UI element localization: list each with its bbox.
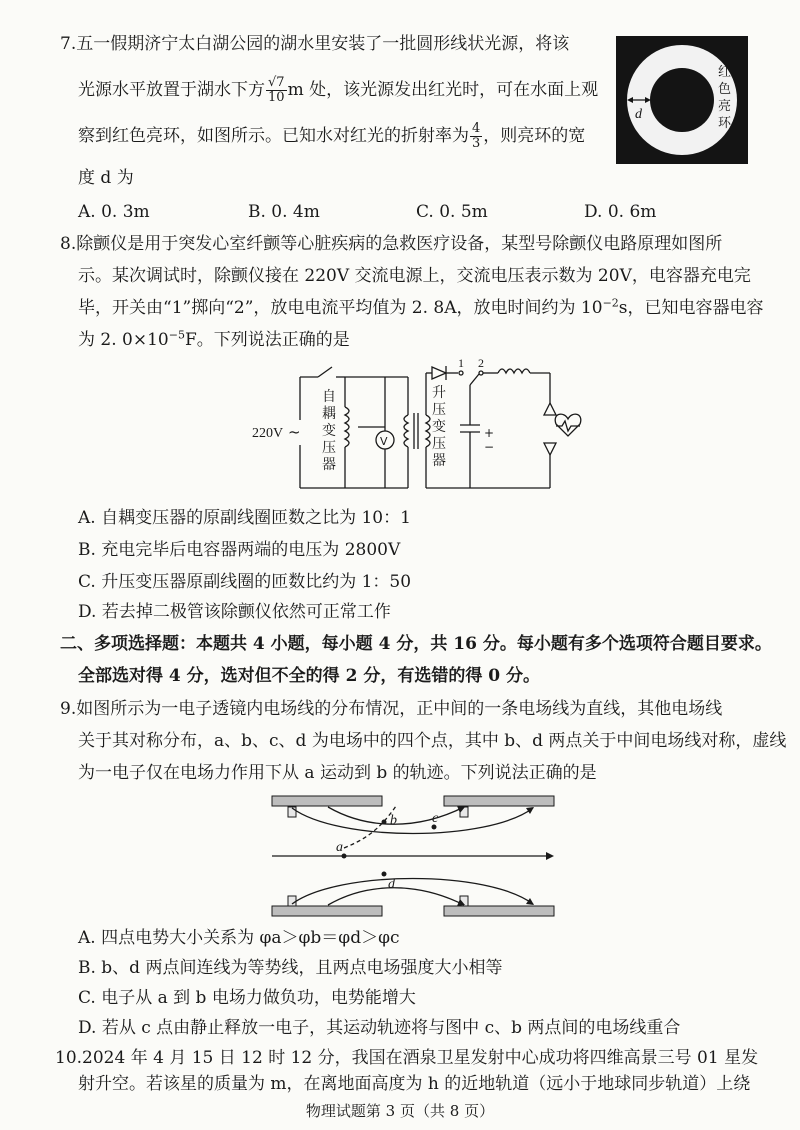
- defibrillator-circuit: [250, 355, 590, 495]
- light-ring-figure: [616, 36, 748, 164]
- diode: [432, 367, 446, 379]
- q7-option-a[interactable]: A. 0. 3m: [78, 202, 150, 222]
- ac-symbol: ~: [288, 423, 301, 441]
- plate-top-right: [444, 796, 554, 806]
- cap-plus: +: [484, 426, 495, 440]
- label-c: c: [432, 811, 439, 826]
- plate-top-left: [272, 796, 382, 806]
- q7-line2: 光源水平放置于湖水下方 $\frac{√7}{10}$ m 处，该光源发出红光时，可在水面上观: [78, 75, 599, 105]
- q8-number: 8.: [60, 234, 77, 254]
- svg-text:压: 压: [432, 402, 446, 418]
- q10-line2: 射升空。若该星的质量为 m，在离地面高度为 h 的近地轨道（远小于地球同步轨道）上绕: [78, 1074, 751, 1094]
- q10-number: 10.: [55, 1048, 83, 1068]
- q7-line4: 度 d 为: [78, 168, 134, 188]
- q9-option-c[interactable]: C. 电子从 a 到 b 电场力做负功，电势能增大: [78, 988, 416, 1008]
- field-line-top-inner: [292, 808, 533, 834]
- q8-line1: 8.除颤仪是用于突发心室纤颤等心脏疾病的急救医疗设备，某型号除颤仪电路原理如图所: [60, 234, 723, 254]
- q9-option-b[interactable]: B. b、d 两点间连线为等势线，且两点电场强度大小相等: [78, 958, 503, 978]
- point-b: [382, 820, 387, 825]
- auto-transformer-coil: [345, 407, 349, 447]
- electrode-bottom: [544, 443, 556, 455]
- voltmeter-label: V: [380, 435, 388, 448]
- q9-line1: 9.如图所示为一电子透镜内电场线的分布情况，正中间的一条电场线为直线，其他电场线: [60, 699, 723, 719]
- q7-line1: 7.五一假期济宁太白湖公园的湖水里安装了一批圆形线状光源，将该: [60, 34, 570, 54]
- svg-text:耦: 耦: [322, 406, 336, 422]
- q7-number: 7.: [60, 34, 77, 54]
- index-fraction: $\frac{4}{3}$: [472, 121, 481, 151]
- label-a: a: [336, 840, 343, 855]
- section-2-heading: 二、多项选择题：本题共 4 小题，每小题 4 分，共 16 分。每小题有多个选项符合题目要求。: [60, 634, 772, 654]
- q7-option-b[interactable]: B. 0. 4m: [248, 202, 320, 222]
- q7-option-c[interactable]: C. 0. 5m: [416, 202, 488, 222]
- label-d: d: [388, 877, 395, 892]
- source-voltage-label: 220V: [252, 426, 284, 441]
- field-line-bottom-inner: [292, 879, 533, 905]
- q9-option-a[interactable]: A. 四点电势大小关系为 φa＞φb＝φd＞φc: [78, 928, 400, 948]
- plate-bottom-right: [444, 906, 554, 916]
- q8-line3: 毕，开关由“1”掷向“2”，放电电流平均值为 2. 8A，放电时间约为 $10^{-2}s$，已知电容器电容: [78, 296, 764, 318]
- point-d: [382, 872, 387, 877]
- q9-number: 9.: [60, 699, 77, 719]
- ring-label-4: 环: [718, 116, 732, 131]
- electron-lens-figure: [268, 792, 558, 920]
- q8-option-b[interactable]: B. 充电完毕后电容器两端的电压为 2800V: [78, 540, 401, 560]
- svg-text:压: 压: [432, 436, 446, 452]
- electrode-top: [544, 403, 556, 415]
- q7-option-d[interactable]: D. 0. 6m: [584, 202, 657, 222]
- svg-text:器: 器: [322, 457, 336, 473]
- q8-option-d[interactable]: D. 若去掉二极管该除颤仪依然可正常工作: [78, 602, 391, 622]
- section-2-instructions: 全部选对得 4 分，选对但不全的得 2 分，有选错的得 0 分。: [78, 666, 540, 686]
- ring-label-3: 亮: [718, 99, 732, 114]
- q9-option-d[interactable]: D. 若从 c 点由静止释放一电子，其运动轨迹将与图中 c、b 两点间的电场线重合: [78, 1018, 681, 1038]
- svg-text:变: 变: [322, 423, 336, 439]
- q10-line1: 10.2024 年 4 月 15 日 12 时 12 分，我国在酒泉卫星发射中心成功将四维高景三号 01 星发: [55, 1048, 759, 1068]
- svg-text:升: 升: [432, 385, 446, 401]
- discharge-switch: [470, 374, 479, 385]
- boost-secondary-coil: [426, 415, 430, 447]
- q9-line3: 为一电子仅在电场力作用下从 a 运动到 b 的轨迹。下列说法正确的是: [78, 763, 597, 783]
- svg-text:变: 变: [432, 419, 446, 435]
- depth-fraction: $\frac{√7}{10}$: [268, 75, 285, 105]
- svg-text:器: 器: [432, 453, 446, 469]
- ring-label-1: 红: [718, 65, 732, 80]
- inductor: [498, 369, 530, 373]
- svg-text:自: 自: [322, 389, 336, 405]
- q8-option-a[interactable]: A. 自耦变压器的原副线圈匝数之比为 10：1: [78, 508, 411, 528]
- plate-bottom-left: [272, 906, 382, 916]
- auto-transformer-label: [322, 389, 336, 473]
- ring-width-label: d: [635, 107, 642, 122]
- field-line-bottom-outer: [328, 888, 464, 905]
- dark-center: [650, 68, 714, 132]
- cap-minus: −: [484, 440, 495, 454]
- page-footer: 物理试题第 3 页（共 8 页）: [305, 1102, 495, 1120]
- svg-text:压: 压: [322, 440, 336, 456]
- boost-primary-coil: [404, 415, 408, 447]
- electron-trajectory: [344, 806, 396, 848]
- q7-line3: 察到红色亮环，如图所示。已知水对红光的折射率为 $\frac{4}{3}$ ，则亮环的宽: [78, 121, 586, 151]
- heart-icon: [555, 414, 581, 436]
- q8-option-c[interactable]: C. 升压变压器原副线圈的匝数比约为 1：50: [78, 572, 412, 592]
- ring-label-2: 色: [718, 82, 732, 97]
- input-switch: [318, 367, 332, 377]
- q8-line2: 示。某次调试时，除颤仪接在 220V 交流电源上，交流电压表示数为 20V，电容器充电完: [78, 266, 751, 286]
- switch-pos-2: 2: [478, 356, 484, 370]
- q9-line2: 关于其对称分布，a、b、c、d 为电场中的四个点，其中 b、d 两点关于中间电场线对称，虚线: [78, 731, 787, 751]
- q8-line4: 为 2. $0\times 10^{-5}F$。下列说法正确的是: [78, 328, 350, 350]
- switch-pos-1: 1: [458, 356, 464, 370]
- label-b: b: [390, 813, 397, 828]
- boost-transformer-label: [432, 385, 446, 469]
